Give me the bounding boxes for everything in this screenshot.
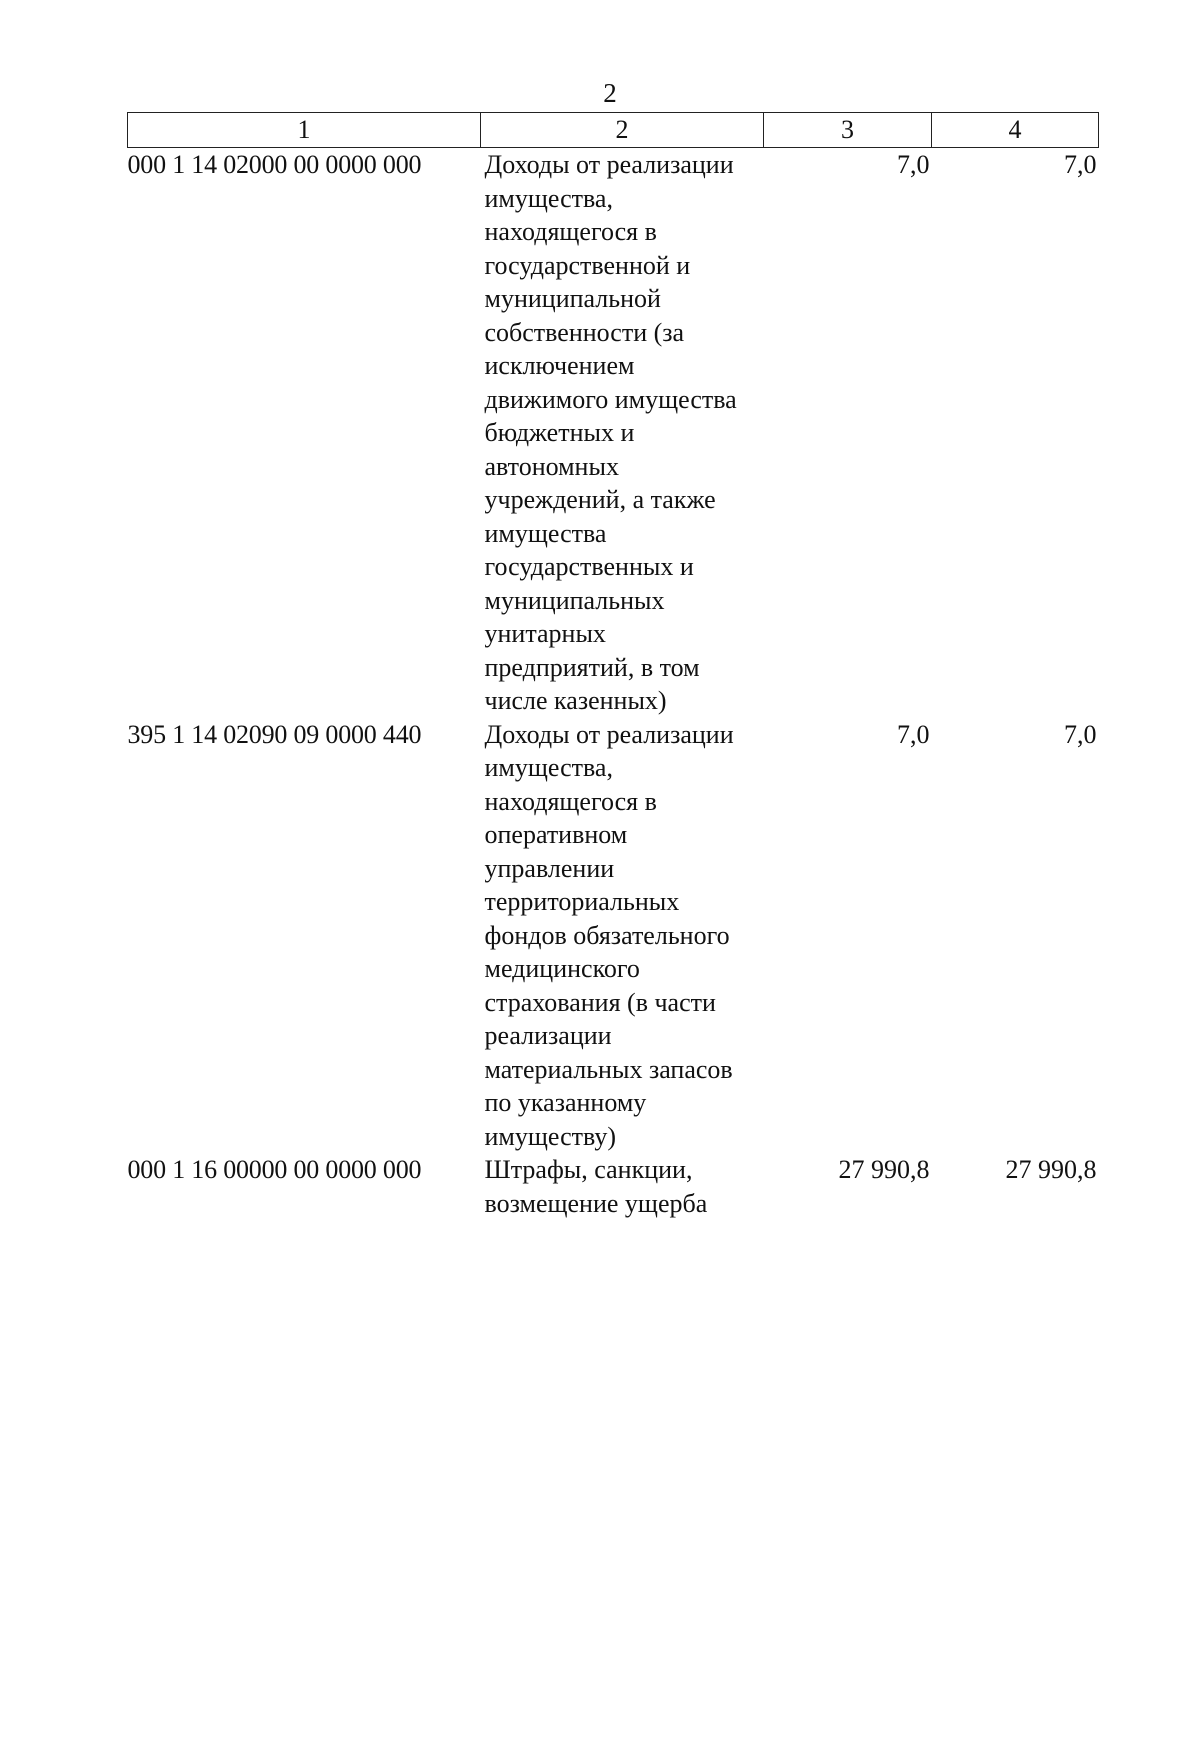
row-value-4: 7,0	[1064, 719, 1097, 749]
row-value-3: 7,0	[897, 719, 930, 749]
row-value-4: 7,0	[1064, 150, 1097, 179]
column-header-1: 1	[128, 113, 481, 148]
column-header-3: 3	[764, 113, 932, 148]
row-name: Доходы от реализации имущества, находящегося в оперативном управлении территориальных фондов обязательного медицинского страхования (в части реализации материальных запасов по указанному имуществу)	[484, 719, 734, 1151]
row-value-3: 27 990,8	[838, 1155, 930, 1184]
column-header-4: 4	[932, 113, 1099, 148]
row-code: 000 1 16 00000 00 0000 000	[127, 1155, 422, 1184]
column-header-2: 2	[481, 113, 764, 148]
table-row	[128, 718, 1099, 1154]
row-name: Доходы от реализации имущества, находящегося в государственной и муниципальной собственности (за исключением движимого имущества бюджетных и автономных учреждений, а также имущества государственных и муниципальных унитарных предприятий, в том числе казенных)	[484, 150, 737, 715]
row-code: 000 1 14 02000 00 0000 000	[127, 150, 422, 179]
row-value-3: 7,0	[897, 150, 930, 179]
page-number: 2	[603, 78, 617, 108]
budget-table	[127, 112, 1099, 1220]
row-code: 395 1 14 02090 09 0000 440	[127, 719, 422, 749]
row-value-4: 27 990,8	[1005, 1155, 1097, 1184]
table-row	[128, 148, 1099, 718]
table-row	[128, 1153, 1099, 1220]
header-row	[128, 113, 1099, 148]
row-name: Штрафы, санкции, возмещение ущерба	[484, 1155, 708, 1218]
